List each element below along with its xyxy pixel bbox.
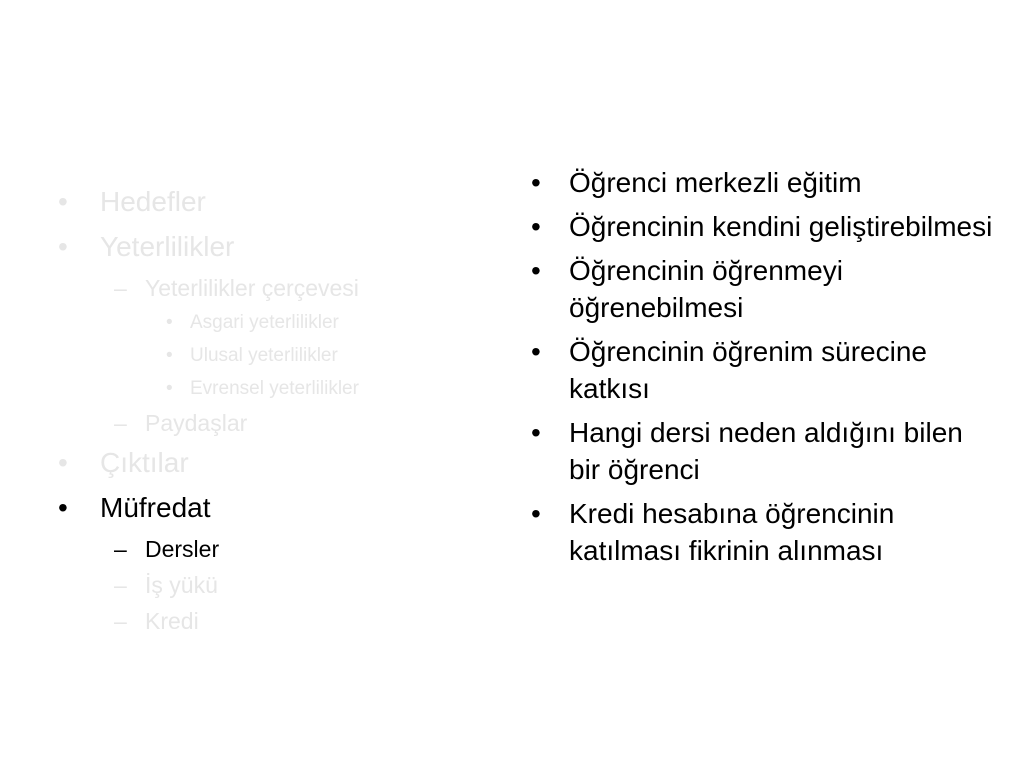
list-subitem-text: Paydaşlar — [145, 410, 248, 436]
list-item — [527, 414, 997, 488]
list-subitem-text: Dersler — [145, 536, 220, 562]
list-subsubitem — [58, 342, 498, 370]
bullet-marker: • — [58, 447, 68, 478]
list-subsubitem — [58, 309, 498, 337]
list-item-text: Öğrencinin kendini geliştirebilmesi — [569, 211, 993, 242]
list-subitem — [58, 273, 498, 303]
bullet-marker: • — [58, 231, 68, 262]
bullet-marker: • — [58, 492, 68, 523]
list-item-active — [58, 489, 498, 527]
list-item-text: Hangi dersi neden aldığını bilen bir öğrenci — [569, 417, 963, 485]
bullet-marker: • — [58, 186, 68, 217]
list-item-text: Yeterlilikler — [100, 231, 235, 262]
list-item — [527, 333, 997, 407]
list-item — [527, 495, 997, 569]
list-item-text: Kredi hesabına öğrencinin katılması fikrinin alınması — [569, 498, 895, 566]
list-subsubitem-text: Ulusal yeterlilikler — [190, 345, 338, 366]
bullet-marker: • — [531, 498, 541, 529]
list-subsubitem-text: Asgari yeterlilikler — [190, 312, 339, 333]
dash-marker: – — [114, 608, 127, 634]
right-bullet-list — [527, 164, 997, 576]
list-subitem — [58, 570, 498, 600]
bullet-marker: • — [531, 336, 541, 367]
list-subitem — [58, 408, 498, 438]
list-subitem — [58, 606, 498, 636]
list-item — [58, 228, 498, 266]
left-outline-list — [58, 183, 498, 642]
bullet-marker: • — [531, 167, 541, 198]
list-subsubitem — [58, 375, 498, 403]
list-subitem-text: İş yükü — [145, 572, 218, 598]
bullet-marker: • — [531, 417, 541, 448]
list-item — [527, 208, 997, 245]
bullet-marker: • — [531, 211, 541, 242]
list-item — [527, 164, 997, 201]
list-item-text: Öğrenci merkezli eğitim — [569, 167, 862, 198]
list-subitem-text: Yeterlilikler çerçevesi — [145, 275, 359, 301]
list-item-text: Öğrencinin öğrenmeyi öğrenebilmesi — [569, 255, 843, 323]
list-subitem-text: Kredi — [145, 608, 199, 634]
bullet-marker: • — [531, 255, 541, 286]
list-subsubitem-text: Evrensel yeterlilikler — [190, 378, 359, 399]
bullet-marker: • — [166, 378, 173, 399]
dash-marker: – — [114, 572, 127, 598]
list-item — [527, 252, 997, 326]
bullet-marker: • — [166, 312, 173, 333]
dash-marker: – — [114, 536, 127, 562]
dash-marker: – — [114, 275, 127, 301]
list-item — [58, 444, 498, 482]
dash-marker: – — [114, 410, 127, 436]
list-item-text: Hedefler — [100, 186, 206, 217]
list-item-text: Öğrencinin öğrenim sürecine katkısı — [569, 336, 927, 404]
list-item-text: Müfredat — [100, 492, 211, 523]
list-item-text: Çıktılar — [100, 447, 189, 478]
list-subitem-active — [58, 534, 498, 564]
list-item — [58, 183, 498, 221]
bullet-marker: • — [166, 345, 173, 366]
